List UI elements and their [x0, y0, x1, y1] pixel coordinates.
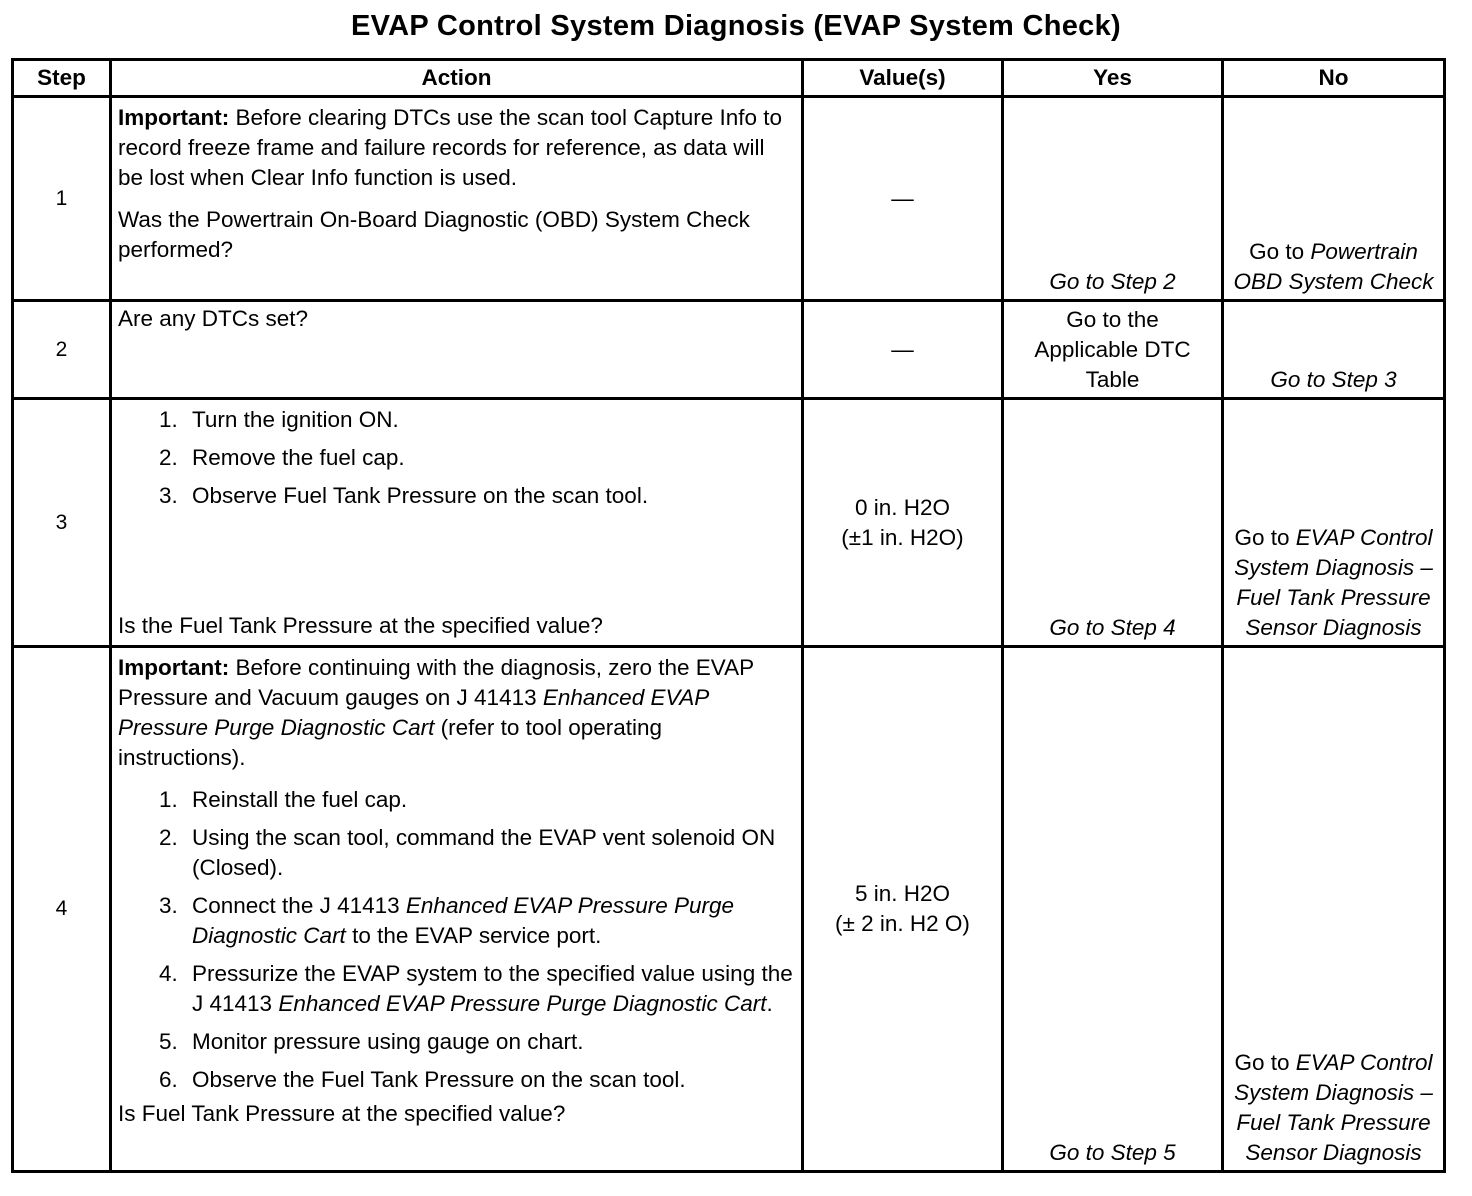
important-note	[118, 103, 795, 193]
important-note	[118, 653, 795, 773]
tool-name: Enhanced EVAP Pressure Purge Diagnostic Cart	[278, 991, 767, 1016]
yes-cell	[1003, 97, 1223, 301]
value-line: 0 in. H2O	[854, 494, 951, 520]
table-header-row	[13, 60, 1445, 97]
tool-name: Enhanced EVAP Pressure Purge Diagnostic Cart	[118, 685, 709, 740]
no-cell	[1223, 399, 1445, 647]
list-item: 3. Observe Fuel Tank Pressure on the scan tool.	[184, 481, 795, 511]
yes-cell	[1003, 647, 1223, 1172]
yes-link[interactable]: Go to Step 4	[1049, 615, 1176, 640]
list-item: 5. Monitor pressure using gauge on chart.	[184, 1027, 795, 1057]
no-prefix: Go to	[1249, 239, 1311, 264]
step-list	[118, 405, 795, 511]
action-cell	[111, 399, 803, 647]
item-text: Pressurize the EVAP system to the specified value using the J 41413	[192, 961, 793, 1016]
no-prefix: Go to	[1234, 1050, 1296, 1075]
important-text: Before continuing with the diagnosis, zero the EVAP Pressure and Vacuum gauges on J 41413	[118, 655, 754, 710]
action-question: Are any DTCs set?	[118, 306, 309, 331]
important-label: Important:	[118, 105, 230, 130]
no-cell	[1223, 647, 1445, 1172]
no-link[interactable]: Go to Step 3	[1270, 367, 1397, 392]
value-line: 5 in. H2O	[854, 881, 951, 906]
page-title: EVAP Control System Diagnosis (EVAP System Check)	[350, 10, 1121, 42]
no-cell	[1223, 301, 1445, 399]
value-cell: —	[803, 301, 1003, 399]
no-link[interactable]: EVAP Control System Diagnosis – Fuel Tank Pressure Sensor Diagnosis	[1234, 1050, 1433, 1165]
step-number: 4	[13, 647, 111, 1172]
item-text-end: to the EVAP service port.	[345, 923, 602, 948]
list-item: 2. Using the scan tool, command the EVAP vent solenoid ON (Closed).	[184, 823, 795, 883]
yes-link[interactable]: Go to Step 2	[1049, 269, 1176, 294]
value-cell	[803, 399, 1003, 647]
no-cell	[1223, 97, 1445, 301]
action-question: Is the Fuel Tank Pressure at the specified value?	[118, 613, 603, 638]
item-text-end: .	[766, 991, 773, 1016]
header-action: Action	[111, 60, 803, 97]
no-prefix: Go to	[1234, 525, 1296, 550]
value-tolerance: (±1 in. H2O)	[841, 524, 964, 550]
step-number: 2	[13, 301, 111, 399]
action-cell	[111, 301, 803, 399]
table-row	[13, 301, 1445, 399]
diagnosis-table	[11, 58, 1446, 1173]
step-number: 3	[13, 399, 111, 647]
list-item: 1. Turn the ignition ON.	[184, 405, 795, 435]
yes-cell	[1003, 399, 1223, 647]
header-yes: Yes	[1003, 60, 1223, 97]
step-number: 1	[13, 97, 111, 301]
important-text: Before clearing DTCs use the scan tool Capture Info to record freeze frame and failure records for reference, as data will be lost when Clear Info function is used.	[118, 105, 783, 190]
action-cell	[111, 647, 803, 1172]
action-question: Is Fuel Tank Pressure at the specified value?	[118, 1101, 566, 1126]
tool-name: Enhanced EVAP Pressure Purge Diagnostic Cart	[192, 893, 735, 948]
value-cell	[803, 647, 1003, 1172]
list-item	[184, 959, 795, 1019]
header-values: Value(s)	[803, 60, 1003, 97]
list-item	[184, 891, 795, 951]
list-item: 6. Observe the Fuel Tank Pressure on the scan tool.	[184, 1065, 795, 1095]
step-list	[118, 785, 795, 1095]
value-cell: —	[803, 97, 1003, 301]
header-no: No	[1223, 60, 1445, 97]
yes-link[interactable]: Go to Step 5	[1049, 1140, 1176, 1165]
action-question: Was the Powertrain On-Board Diagnostic (OBD) System Check performed?	[118, 207, 750, 262]
list-item: 2. Remove the fuel cap.	[184, 443, 795, 473]
item-text: Connect the J 41413	[192, 893, 406, 918]
table-row	[13, 399, 1445, 647]
list-item: 1. Reinstall the fuel cap.	[184, 785, 795, 815]
no-link[interactable]: Powertrain OBD System Check	[1233, 239, 1434, 294]
action-cell	[111, 97, 803, 301]
important-label: Important:	[118, 655, 230, 680]
no-link[interactable]: EVAP Control System Diagnosis – Fuel Tank Pressure Sensor Diagnosis	[1234, 525, 1433, 640]
header-step: Step	[13, 60, 111, 97]
table-row	[13, 647, 1445, 1172]
yes-cell[interactable]: Go to the Applicable DTC Table	[1003, 301, 1223, 399]
value-tolerance: (± 2 in. H2 O)	[835, 911, 970, 936]
important-text-end: (refer to tool operating instructions).	[118, 715, 663, 770]
table-row	[13, 97, 1445, 301]
